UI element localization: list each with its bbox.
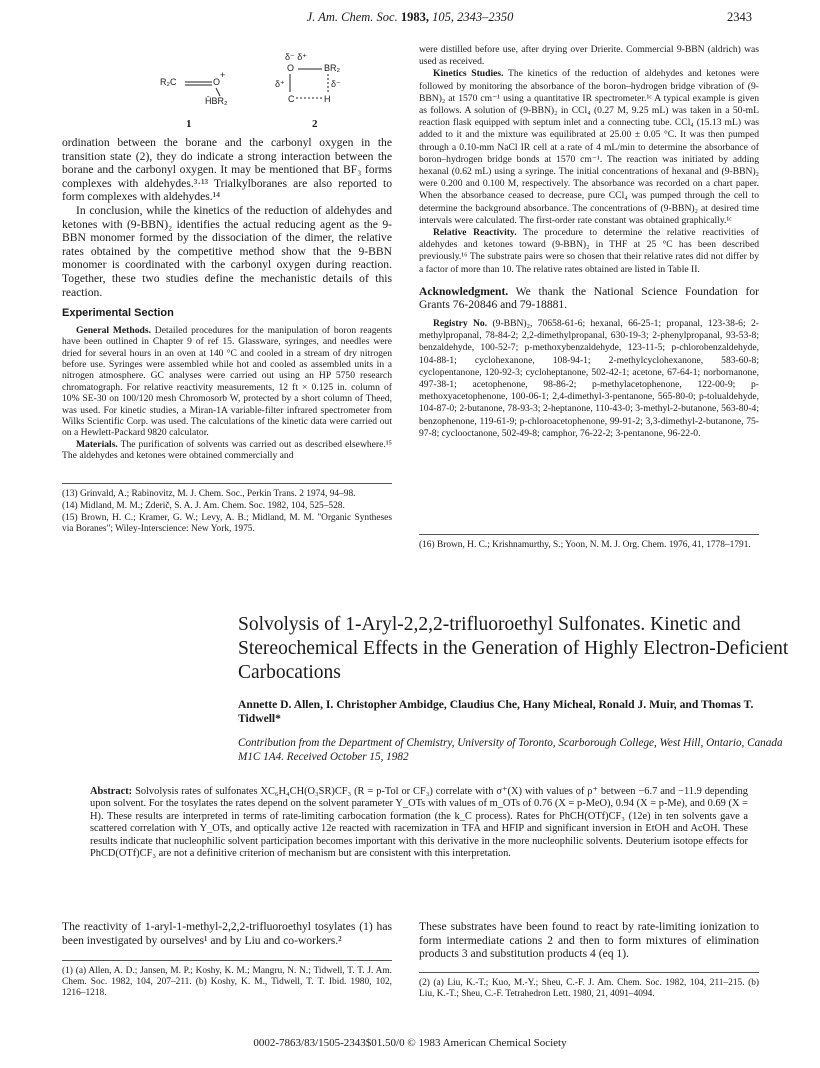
intro-left: The reactivity of 1-aryl-1-methyl-2,2,2-trifluoroethyl tosylates (1) has been investigated by ourselves¹ and by Liu and co-workers.² bbox=[62, 920, 392, 947]
acknowledgment-text: We thank the National Science Foundation for Grants 76-20846 and 79-18881. bbox=[419, 284, 759, 312]
structure-2-delta-minus: δ⁻ bbox=[331, 79, 341, 89]
materials-paragraph bbox=[62, 439, 392, 462]
structure-1-o-b-bond bbox=[216, 88, 220, 96]
footnote-13: (13) Grinvald, A.; Rabinovitz, M. J. Chem. Soc., Perkin Trans. 2 1974, 94–98. bbox=[62, 489, 356, 499]
materials-lead: Materials. bbox=[76, 438, 118, 450]
footnote-1: (1) (a) Allen, A. D.; Jansen, M. P.; Koshy, K. M.; Mangru, N. N.; Tidwell, T. T. J. Am. Chem. Soc. 1982, 104, 207–211. (b) Koshy, K. M., Tidwell, T. T. Ibid. 1980, 102, 1216–1218. bbox=[62, 966, 392, 998]
kinetics-lead: Kinetics Studies. bbox=[433, 68, 504, 80]
left-column bbox=[62, 136, 392, 462]
journal-citation bbox=[0, 10, 820, 25]
general-methods-lead: General Methods. bbox=[76, 324, 151, 336]
journal-name: J. Am. Chem. Soc. bbox=[306, 10, 398, 24]
intro-left-rule bbox=[62, 960, 392, 961]
structure-2-carbon: C bbox=[288, 94, 295, 104]
structure-1-charge: + bbox=[220, 70, 226, 80]
structure-2-br2: BR₂ bbox=[324, 63, 340, 73]
journal-year: 1983, bbox=[400, 10, 429, 24]
footnote-14: (14) Midland, M. M.; Zderič, S. A. J. Am. Chem. Soc. 1982, 104, 525–528. bbox=[62, 501, 345, 511]
structure-2-oxygen: O bbox=[287, 63, 295, 73]
acknowledgment-paragraph bbox=[419, 285, 759, 312]
experimental-heading: Experimental Section bbox=[62, 307, 174, 320]
relative-reactivity-text: The procedure to determine the relative reactivities of aldehydes and ketones toward (9-BBN)₂ in THF at 25 °C has been described previously.¹⁶ The substrate pairs were so chosen that their relative rates did not differ by a factor of more than 10. The relative rates obtained are listed in Table II. bbox=[419, 227, 759, 275]
structure-1-hbr2: H̄BR₂ bbox=[205, 96, 228, 106]
structure-1-r2c: R₂C bbox=[160, 77, 177, 87]
right-column bbox=[419, 44, 759, 440]
journal-pages: 2343–2350 bbox=[457, 10, 514, 24]
left-paragraph-2: In conclusion, while the kinetics of the reduction of aldehydes and ketones with (9-BBN)₂ identifies the actual reducing agent as the 9-BBN monomer formed by the dissociation of the dimer, the relative rates obtained by the competitive method show that the 9-BBN monomer is coordinated with the carbonyl oxygen during reaction. Together, these two studies define the mechanistic details of this reaction. bbox=[62, 203, 392, 299]
registry-text: (9-BBN)₂, 70658-61-6; hexanal, 66-25-1; propanal, 123-38-6; 2-methylpropanal, 78-84-2; 2,2-dimethylpropanal, 630-19-3; 2-phenylpropanal, 93-53-8; benzaldehyde, 100-52-7; p-methoxybenzaldehyde, 123-11-5; p-chlorobenzaldehyde, 104-88-1; cyclohexanone, 108-94-1; 2-methylcyclohexanone, 583-60-8; cyclopentanone, 120-92-3; cycloheptanone, 502-42-1; acetone, 67-64-1; norbornanone, 497-38-1; acetophenone, 98-86-2; p-methylacetophenone, 122-00-9; p-methoxyacetophenone, 100-06-1; 2,4-dimethyl-3-pentanone, 565-80-0; p-tolualdehyde, 104-87-0; 2-butanone, 78-93-3; 2-heptanone, 110-43-0; 3-methyl-2-butanone, 563-80-4; benzophenone, 119-61-9; p-chloroacetophenone, 99-91-2; 3,3-dimethyl-2-butanone, 75-97-8; cyclooctanone, 502-49-8; camphor, 76-22-2; 3-pentanone, 96-22-0. bbox=[419, 318, 759, 439]
journal-volume: 105, bbox=[432, 10, 454, 24]
article-authors: Annette D. Allen, I. Christopher Ambidge, Claudius Che, Hany Micheal, Ronald J. Muir, and Thomas T. Tidwell* bbox=[238, 698, 754, 725]
structure-2-partial-charges: δ⁻ δ⁺ bbox=[285, 52, 308, 62]
right-paragraph-1: were distilled before use, after drying over Drierite. Commercial 9-BBN (aldrich) was used as received. bbox=[419, 44, 759, 68]
left-footnote-rule bbox=[62, 483, 392, 484]
left-paragraph-1: ordination between the borane and the carbonyl oxygen in the transition state (2), they do indicate a strong interaction between the borane and the carbonyl oxygen. It may be mentioned that BF₃ forms complexes with aldehydes.³·¹³ Trialkylboranes are also reported to form complexes with aldehydes.¹⁴ bbox=[62, 136, 392, 204]
abstract bbox=[90, 786, 748, 860]
structure-2-hydrogen: H bbox=[324, 94, 331, 104]
materials-text: The purification of solvents was carried out as described elsewhere.¹⁵ The aldehydes and ketones were obtained commercially and bbox=[62, 438, 392, 462]
page-number: 2343 bbox=[727, 10, 752, 24]
abstract-text: Solvolysis rates of sulfonates XC₆H₄CH(O₃SR)CF₃ (R = p-Tol or CF₃) correlate with σ⁺(X) with values of ρ⁺ between −6.7 and −11.9 depending upon solvent. For the tosylates the rates depend on the solvent parameter Y_OTs with values of m_OTs of 0.76 (X = p-MeO), 0.94 (X = p-Me), and 0.69 (X = H). These results are interpreted in terms of rate-limiting carbocation formation (the k_C process). Rates for PhCH(OTf)CF₃ (12e) in ten solvents gave a scattered correlation with Y_OTs, and optically active 12e reacted with racemization in TFA and HFIP and significant inversion in EtOH and AcOH. These results indicate that nucleophilic solvent participation becomes important with this derivative in the more nucleophilic solvents. Deuterium isotope effects for PhCD(OTf)CF₃ are not a definitive criterion of mechanism but are consistent with this interpretation. bbox=[90, 786, 748, 860]
footnote-16: (16) Brown, H. C.; Krishnamurthy, S.; Yoon, N. M. J. Org. Chem. 1976, 41, 1778–1791. bbox=[419, 540, 751, 550]
relative-reactivity-paragraph bbox=[419, 227, 759, 276]
structure-2-label: 2 bbox=[312, 118, 318, 130]
right-footnote-rule bbox=[419, 534, 759, 535]
structure-1-label: 1 bbox=[186, 118, 192, 130]
article-title: Solvolysis of 1-Aryl-2,2,2-trifluoroethyl Sulfonates. Kinetic and Stereochemical Effects in the Generation of Highly Electron-Deficient Carbocations bbox=[238, 614, 789, 683]
kinetics-paragraph bbox=[419, 68, 759, 227]
registry-lead: Registry No. bbox=[433, 318, 488, 330]
structure-1-oxygen: O bbox=[213, 77, 221, 87]
general-methods-text: Detailed procedures for the manipulation of boron reagents have been outlined in Chapter 9 of ref 15. Glassware, syringes, and needles were dried for several hours in an oven at 140 °C and cooled in a stream of dry nitrogen before use. Syringes were assembled while hot and cooled as assembled units in a nitrogen atmosphere. GC analyses were carried out using an HP 5750 research chromatograph. For relative reactivity measurements, 12 ft × 0.125 in. column of 10% SE-30 on 100/120 mesh Chromosorb W, protected by a short column of Theed, was used. For kinetic studies, a Miran-1A variable-filter infrared spectrometer from Wilks Scientific Corp. was used. The calculations of the kinetic data were carried out on a Hewlett-Packard 9820 calculator. bbox=[62, 324, 392, 439]
page-footer: 0002-7863/83/1505-2343$01.50/0 © 1983 American Chemical Society bbox=[253, 1037, 567, 1049]
footnote-15: (15) Brown, H. C.; Kramer, G. W.; Levy, A. B.; Midland, M. M. "Organic Syntheses via Boranes"; Wiley-Interscience: New York, 1975. bbox=[62, 513, 392, 534]
intro-right-rule bbox=[419, 972, 759, 973]
structure-2-delta-plus: δ⁺ bbox=[275, 79, 285, 89]
intro-right: These substrates have been found to react by rate-limiting ionization to form intermediate cations 2 and then to form mixtures of elimination products 3 and substitution products 4 (eq 1). bbox=[419, 920, 759, 961]
footnote-2: (2) (a) Liu, K.-T.; Kuo, M.-Y.; Sheu, C.-F. J. Am. Chem. Soc. 1982, 104, 211–215. (b) Liu, K.-T.; Sheu, C.-F. Tetrahedron Lett. 1980, 21, 4091–4094. bbox=[419, 978, 759, 999]
abstract-lead: Abstract: bbox=[90, 786, 133, 797]
article-affiliation: Contribution from the Department of Chemistry, University of Toronto, Scarborough College, West Hill, Ontario, Canada M1C 1A4. Received October 15, 1982 bbox=[238, 737, 783, 763]
relative-reactivity-lead: Relative Reactivity. bbox=[433, 227, 517, 239]
acknowledgment-lead: Acknowledgment. bbox=[419, 284, 509, 298]
kinetics-text: The kinetics of the reduction of aldehydes and ketones were followed by monitoring the absorbance of the boron–hydrogen bridge vibration of (9-BBN)₂ at 1570 cm⁻¹ using a quantitative IR spectrometer.¹ᶜ A typical example is given as follows. A solution of (9-BBN)₂ in CCl₄ (0.27 M, 9.25 mL) was taken in a 50-mL reaction flask equipped with septum inlet and a connecting tube. CCl₄ (15.13 mL) was added to it and the mixture was equilibrated at 25.00 ± 0.05 °C. It was then pumped through a 0.10-mm NaCl IR cell at a rate of 4 mL/min to determine the absorbance of boron–hydrogen bridge bonds at 1570 cm⁻¹. The reaction was initiated by adding hexanal (0.62 mL) using a syringe. The initial concentrations of hexanal and (9-BBN)₂ were 0.200 and 0.100 M, respectively. The absorbance was recorded on a chart paper. When the absorbance ceased to decrease, pure CCl₄ was pumped through the cell to determine the background absorbance. The concentrations of (9-BBN)₂ at desired time intervals were calculated. The first-order rate constant was obtained graphically.¹ᶜ bbox=[419, 68, 759, 226]
left-footnotes bbox=[62, 489, 392, 536]
running-header bbox=[0, 10, 820, 30]
general-methods-paragraph bbox=[62, 325, 392, 439]
registry-paragraph bbox=[419, 318, 759, 440]
right-footnotes bbox=[419, 540, 759, 552]
